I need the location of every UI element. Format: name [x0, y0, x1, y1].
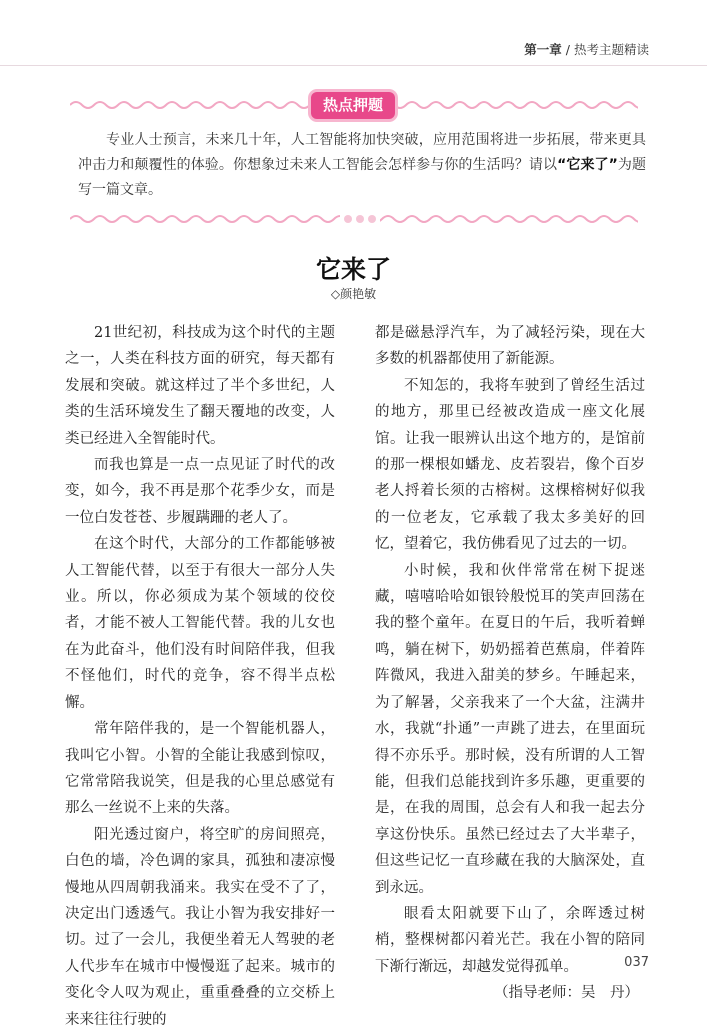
- prompt-before: 专业人士预言，未来几十年，人工智能将加快突破，应用范围将进一步拓展，带来更具冲击力和颠覆性的体验。你想象过未来人工智能会怎样参与你的生活吗？请以: [78, 132, 646, 173]
- header-separator: /: [565, 42, 570, 57]
- prompt-after: 为题写一篇文章。: [78, 157, 647, 198]
- prompt-text: [78, 128, 646, 203]
- teacher-credit: （指导老师：吴 丹）: [494, 985, 639, 1002]
- chapter-label: 第一章: [524, 42, 562, 57]
- paragraph: 21世纪初，科技成为这个时代的主题之一，人类在科技方面的研究，每天都有发展和突破。就这样过了半个多世纪，人类的生活环境发生了翻天覆地的改变，人类已经进入全智能时代。: [65, 325, 335, 447]
- hot-topic-badge: 热点押题: [311, 92, 395, 119]
- paragraph: 常年陪伴我的，是一个智能机器人，我叫它小智。小智的全能让我感到惊叹，它常常陪我说笑，但是我的心里总感觉有那么一丝说不上来的失落。: [65, 721, 335, 817]
- header-rule: [0, 65, 707, 66]
- paragraph: 在这个时代，大部分的工作都能够被人工智能代替，以至于有很大一部分人失业。所以，你必须成为某个领域的佼佼者，才能不被人工智能代替。我的儿女也在为此奋斗，他们没有时间陪伴我，但我不怪他们，时代的竞争，容不得半点松懈。: [65, 536, 335, 711]
- page-number: 037: [624, 955, 649, 970]
- section-label: 热考主题精读: [573, 42, 649, 57]
- divider-dots: [340, 212, 380, 226]
- paragraph: 不知怎的，我将车驶到了曾经生活过的地方，那里已经被改造成一座文化展馆。让我一眼辨认出这个地方的，是馆前的那一棵根如蟠龙、皮若裂岩，像个百岁老人捋着长须的古榕树。这棵榕树好似我的一位老友，它承载了我太多美好的回忆，望着它，我仿佛看见了过去的一切。: [375, 377, 645, 553]
- paragraph: 都是磁悬浮汽车，为了减轻污染，现在大多数的机器都使用了新能源。: [375, 325, 645, 368]
- chapter-header: [524, 40, 649, 58]
- dot: [368, 215, 376, 223]
- paragraph: 小时候，我和伙伴常常在树下捉迷藏，嘻嘻哈哈如银铃般悦耳的笑声回荡在我的整个童年。在夏日的午后，我听着蝉鸣，躺在树下，奶奶摇着芭蕉扇，伴着阵阵微风，我进入甜美的梦乡。午睡起来，为了解暑，父亲我来了一个大盆，注满井水，我就“扑通”一声跳了进去，在里面玩得不亦乐乎。那时候，没有所谓的人工智能，但我们总能找到许多乐趣，更重要的是，在我的周围，总会有人和我一起去分享这份快乐。虽然已经过去了大半辈子，但这些记忆一直珍藏在我的大脑深处，直到永远。: [375, 562, 645, 896]
- paragraph: 而我也算是一点一点见证了时代的改变，如今，我不再是那个花季少女，而是一位白发苍苍、步履蹒跚的老人了。: [65, 457, 335, 526]
- paragraph: 阳光透过窗户，将空旷的房间照亮，白色的墙，冷色调的家具，孤独和凄凉慢慢地从四周朝我涌来。我实在受不了了，决定出门透透气。我让小智为我安排好一切。过了一会儿，我便坐着无人驾驶的老人代步车在城市中慢慢逛了起来。城市的变化令人叹为观止，重重叠叠的立交桥上来来往往行驶的: [65, 826, 335, 1028]
- essay-author: ◇颜艳敏: [330, 287, 377, 301]
- dot: [356, 215, 364, 223]
- paragraph: 眼看太阳就要下山了，余晖透过树梢，整棵树都闪着光芒。我在小智的陪同下渐行渐远，却越发觉得孤单。: [375, 905, 645, 975]
- dot: [344, 215, 352, 223]
- essay-title: 它来了: [315, 255, 391, 284]
- prompt-highlight: “它来了”: [557, 157, 618, 173]
- left-column: [65, 320, 335, 1033]
- right-column: [375, 320, 645, 1007]
